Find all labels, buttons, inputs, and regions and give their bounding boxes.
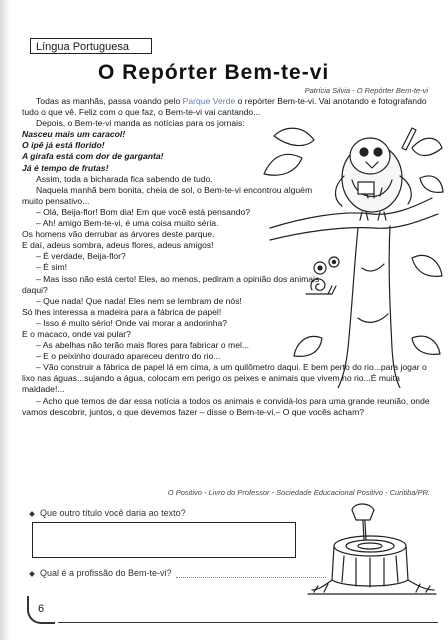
dialogue-line: – As abelhas não terão mais flores para fabricar o mel... (36, 340, 250, 351)
news-item: A girafa está com dor de garganta! (22, 151, 164, 162)
story-line: Naquela manhã bem bonita, cheia de sol, o Bem-te-vi encontrou alguém muito pensativo... (22, 184, 313, 206)
dialogue-line: – E o peixinho dourado apareceu dentro do rio... (36, 351, 221, 362)
dialogue-line: – Mas isso não está certo! Eles, ao menos, pediram a opinião dos animais daqui? (22, 273, 320, 295)
question-1-text: Que outro título você daria ao texto? (40, 508, 186, 518)
dialogue-line: – É sim! (36, 262, 68, 273)
dialogue-line: – Acho que temos de dar essa notícia a todos os animais e convidá-los para uma grande reunião, onde vamos descobrir, juntos, o que devemos fazer – disse o Bem-te-vi.– O que vocês acham? (22, 395, 430, 417)
bullet-diamond-icon (29, 571, 35, 577)
dialogue-line: – Ah! amigo Bem-te-vi, é uma coisa muito séria. (36, 218, 219, 229)
page-edge-shadow (0, 0, 10, 640)
dialogue-line: – Olá, Beija-flor! Bom dia! Em que você está pensando? (36, 206, 251, 217)
answer-box-question-1[interactable] (32, 522, 296, 558)
story-line: Os homens vão derrubar as árvores deste parque. (22, 229, 215, 240)
dialogue-line: – Que nada! Que nada! Eles nem se lembram de nós! (36, 295, 242, 306)
p1-text-b: o repórter Bem-te-vi. Vai anotando e fotografando tudo o que vê. Feliz com o que faz, o Bem-te-vi vai cantando... (22, 96, 427, 118)
news-item: O ipê já está florido! (22, 140, 105, 151)
p1-text-a: Todas as manhãs, passa voando pelo (36, 96, 183, 106)
paragraph-2: Depois, o Bem-te-vi manda as notícias para os jornais: (36, 118, 245, 129)
article-title: O Repórter Bem-te-vi (98, 61, 330, 84)
source-citation: O Positivo - Livro do Professor - Sociedade Educacional Positivo - Curitiba/PR. (167, 488, 430, 497)
paragraph-1 (22, 96, 430, 118)
bullet-diamond-icon (29, 511, 35, 517)
stump-axe-illustration (304, 500, 440, 600)
story-line: E o macaco, onde vai pular? (22, 328, 131, 339)
question-2-text: Qual é a profissão do Bem-te-vi? (40, 568, 172, 578)
park-name: Parque Verde (182, 96, 236, 106)
bird-tree-illustration (262, 118, 444, 388)
news-item: Nasceu mais um caracol! (22, 129, 126, 140)
story-line: Só lhes interessa a madeira para a fábrica de papel! (22, 306, 222, 317)
story-line: E daí, adeus sombra, adeus flores, adeus amigos! (22, 240, 214, 251)
dialogue-line: – É verdade, Beija-flor? (36, 251, 126, 262)
story-line: Assim, toda a bicharada fica sabendo de tudo. (36, 173, 213, 184)
question-1 (30, 508, 186, 518)
footer-rule (58, 622, 438, 623)
page-number: 6 (30, 598, 52, 620)
article-author: Patrícia Silvia - O Repórter Bem-te-vi (304, 86, 428, 95)
subject-label: Língua Portuguesa (30, 38, 152, 54)
dialogue-line: – Isso é muito sério! Onde vai morar a andorinha? (36, 317, 228, 328)
question-2 (30, 568, 326, 578)
dialogue-line: – Vão construir a fábrica de papel lá em cima, a um quilômetro daqui. E bem perto do rio...para jogar o lixo nas águas...sujando a água, colocam em perigo os peixes e animais que vivem no rio...É muita maldade!... (22, 362, 427, 395)
news-item: Já é tempo de frutas! (22, 162, 109, 173)
